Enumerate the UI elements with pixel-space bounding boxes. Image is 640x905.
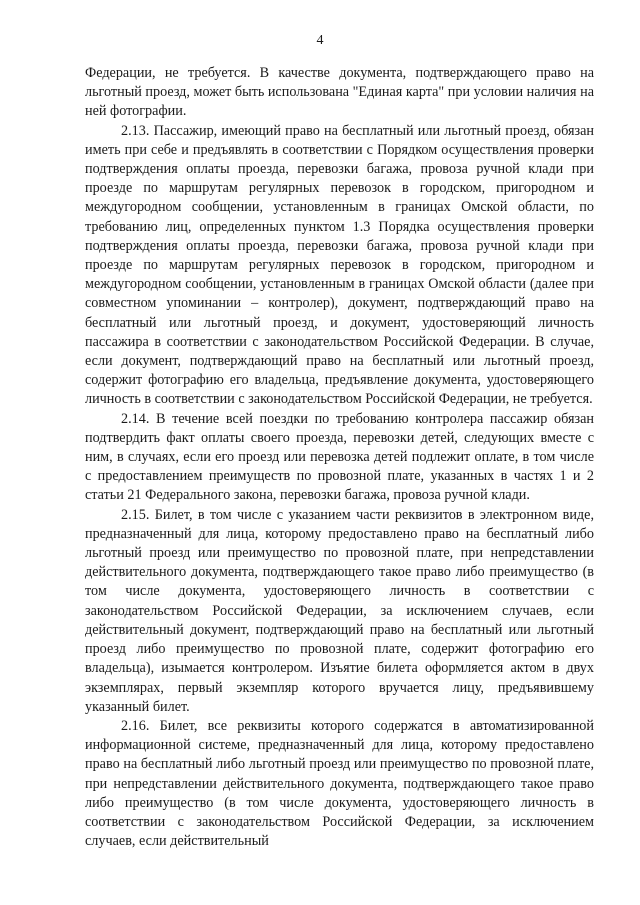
document-body — [85, 64, 594, 851]
page-number: 4 — [316, 33, 324, 48]
paragraph-continuation: Федерации, не требуется. В качестве документа, подтверждающего право на льготный проезд, может быть использована "Единая карта" при условии наличия на ней фотографии. — [85, 65, 594, 120]
paragraph-2-15: 2.15. Билет, в том числе с указанием части реквизитов в электронном виде, предназначенный для лица, которому предоставлено право на бесплатный либо льготный проезд или преимущество по провозной плате, при непредставлении действительного документа, подтверждающего такое право либо преимущество (в том числе документа, удостоверяющего личность в соответствии с законодательством Российской Федерации, за исключением случаев, если действительный документ, подтверждающий право на бесплатный или льготный проезд либо преимущество по провозной плате, содержит фотографию его владельца), изымается контролером. Изъятие билета оформляется актом в двух экземплярах, первый экземпляр которого вручается лицу, предъявившему указанный билет. — [85, 506, 594, 715]
paragraph-2-13: 2.13. Пассажир, имеющий право на бесплатный или льготный проезд, обязан иметь при себе и предъявлять в соответствии с Порядком осуществления проверки подтверждения оплаты проезда, перевозки багажа, провоза ручной клади при проезде по маршрутам регулярных перевозок в городском, пригородном и междугородном сообщении, установленным в границах Омской области, по требованию лиц, определенных пунктом 1.3 Порядка осуществления проверки подтверждения оплаты проезда, перевозки багажа, провоза ручной клади при проезде по маршрутам регулярных перевозок в городском, пригородном и междугородном сообщении, установленным в границах Омской области (далее при совместном упоминании – контролер), документ, подтверждающий право на бесплатный или льготный проезд, и документ, удостоверяющий личность пассажира в соответствии с законодательством Российской Федерации. В случае, если документ, подтверждающий право на бесплатный или льготный проезд, содержит фотографию его владельца, предъявление документа, удостоверяющего личность в соответствии с законодательством Российской Федерации, не требуется. — [85, 122, 594, 408]
paragraph-2-14: 2.14. В течение всей поездки по требованию контролера пассажир обязан подтвердить факт оплаты своего проезда, перевозки детей, следующих вместе с ним, в случаях, если его проезд или перевозка детей подлежит оплате, в том числе с предоставлением преимуществ по провозной плате, указанных в частях 1 и 2 статьи 21 Федерального закона, перевозки багажа, провоза ручной клади. — [85, 410, 594, 504]
paragraph-2-16: 2.16. Билет, все реквизиты которого содержатся в автоматизированной информационной системе, предназначенный для лица, которому предоставлено право на бесплатный либо льготный проезд или преимущество по провозной плате, при непредставлении действительного документа, подтверждающего такое право либо преимущество (в том числе документа, удостоверяющего личность в соответствии с законодательством Российской Федерации, за исключением случаев, если действительный — [85, 717, 594, 850]
